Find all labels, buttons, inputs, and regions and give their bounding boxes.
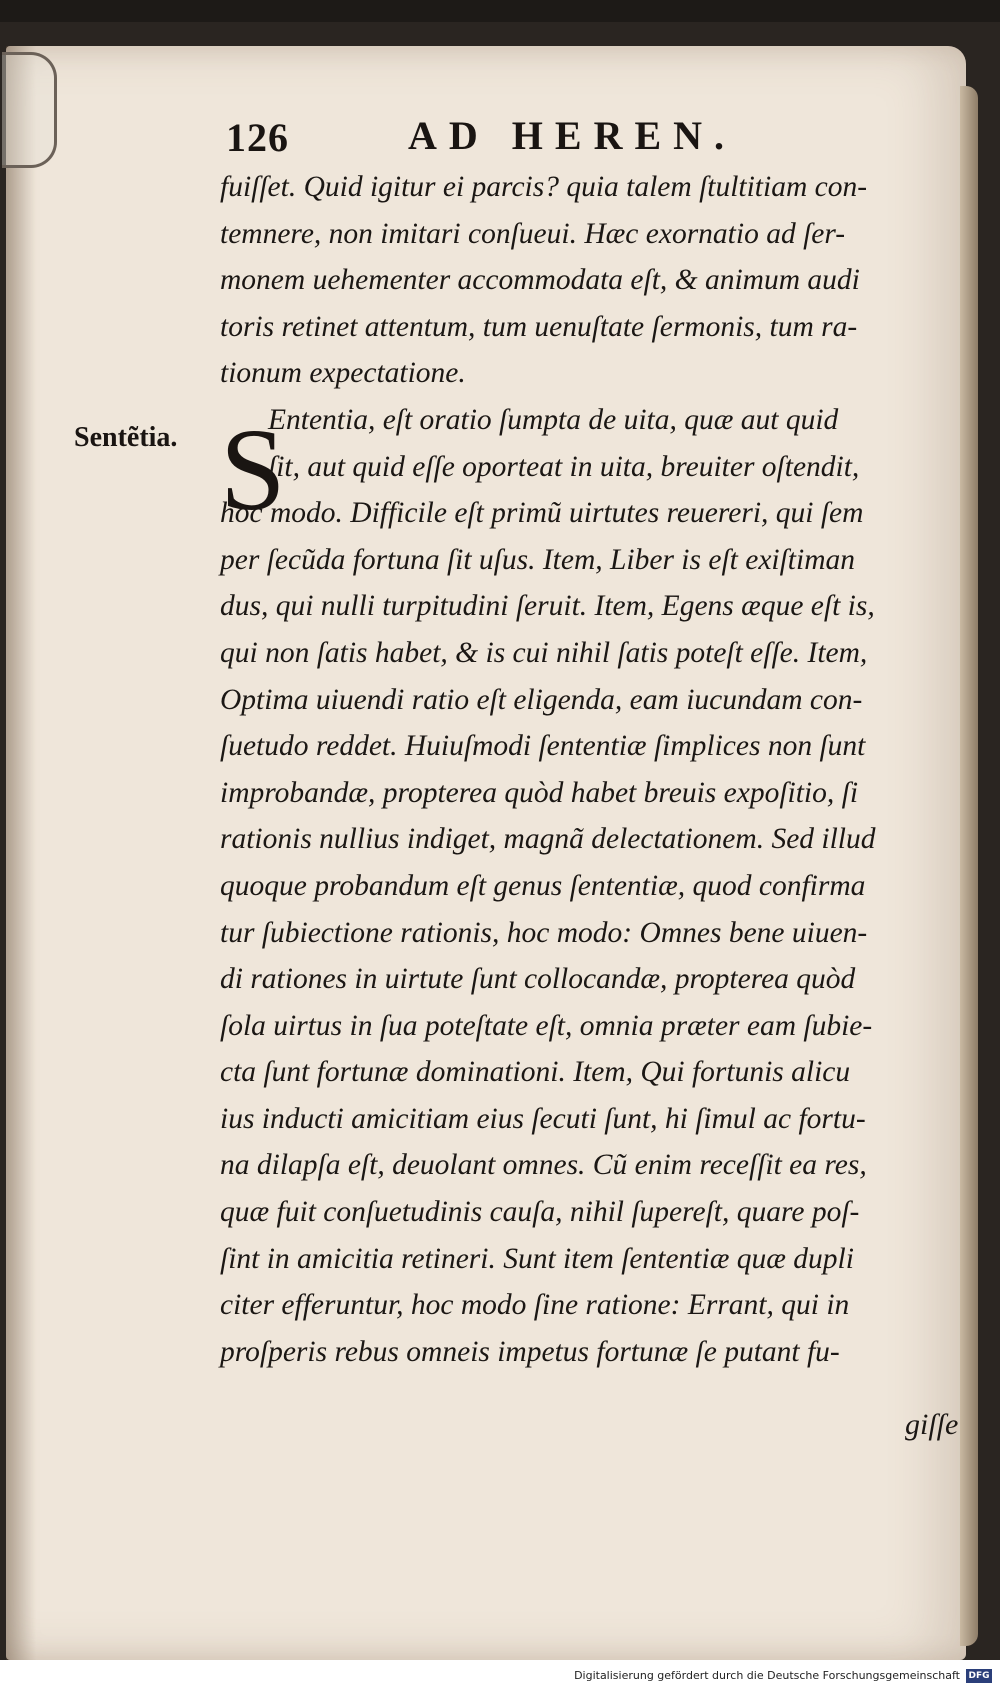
drop-cap: S [220,404,286,535]
text-line: tur ſubiectione rationis, hoc modo: Omnes bene uiuen- [220,916,868,949]
spine-shadow [6,46,36,1660]
page-number: 126 [226,115,289,160]
text-line: cta ſunt fortunæ dominationi. Item, Qui fortunis alicu [220,1056,851,1089]
body-text [220,164,962,1375]
margin-note: Sentẽtia. [74,422,178,453]
text-line: ſuetudo reddet. Huiuſmodi ſententiæ ſimplices non ſunt [220,730,866,763]
dfg-logo-icon: DFG [966,1669,992,1683]
page-edge [960,86,978,1646]
text-line: dus, qui nulli turpitudini ſeruit. Item, Egens æque eſt is, [220,590,875,623]
running-head: AD HEREN. [408,113,737,158]
text-line: proſperis rebus omneis impetus fortunæ ſe putant fu- [220,1335,840,1368]
text-line: ſola uirtus in ſua poteſtate eſt, omnia præter eam ſubie- [220,1009,873,1042]
text-line: temnere, non imitari conſueui. Hæc exornatio ad ſer- [220,217,846,250]
text-line: Optima uiuendi ratio eſt eligenda, eam iucundam con- [220,683,863,716]
text-line: ius inducti amicitiam eius ſecuti ſunt, hi ſimul ac fortu- [220,1102,866,1135]
text-line: hoc modo. Difficile eſt primũ uirtutes reuereri, qui ſem [220,497,864,530]
text-line: Ententia, eſt oratio ſumpta de uita, quæ aut quid [268,403,839,436]
text-line: improbandæ, propterea quòd habet breuis expoſitio, ſi [220,776,859,809]
catchword: giſſe [905,1408,959,1441]
text-line: per ſecũda fortuna ſit uſus. Item, Liber is eſt exiſtiman [220,543,855,576]
text-line: tionum expectatione. [220,357,466,390]
text-line: monem uehementer accommodata eſt, & animum audi [220,264,860,297]
text-line: na dilapſa eſt, deuolant omnes. Cũ enim receſſit ea res, [220,1149,867,1182]
text-line: rationis nullius indiget, magnã delectationem. Sed illud [220,823,876,856]
footer-bar [0,1660,1000,1688]
text-line: ſit, aut quid eſſe oporteat in uita, breuiter oſtendit, [268,450,860,483]
text-line: citer efferuntur, hoc modo ſine ratione: Errant, qui in [220,1289,850,1322]
page-header [220,112,920,162]
text-line: di rationes in uirtute ſunt collocandæ, propterea quòd [220,963,856,996]
text-line: quoque probandum eſt genus ſententiæ, quod confirma [220,869,866,902]
text-line: toris retinet attentum, tum uenuſtate ſermonis, tum ra- [220,310,858,343]
text-line: fuiſſet. Quid igitur ei parcis? quia talem ſtultitiam con- [220,171,868,203]
page-clip [2,52,57,168]
footer-credit: Digitalisierung gefördert durch die Deutsche Forschungsgemeinschaft [574,1669,960,1682]
text-line: qui non ſatis habet, & is cui nihil ſatis poteſt eſſe. Item, [220,636,868,669]
text-line: ſint in amicitia retineri. Sunt item ſententiæ quæ dupli [220,1242,854,1275]
text-line: quæ fuit conſuetudinis cauſa, nihil ſupereſt, quare poſ- [220,1196,860,1229]
